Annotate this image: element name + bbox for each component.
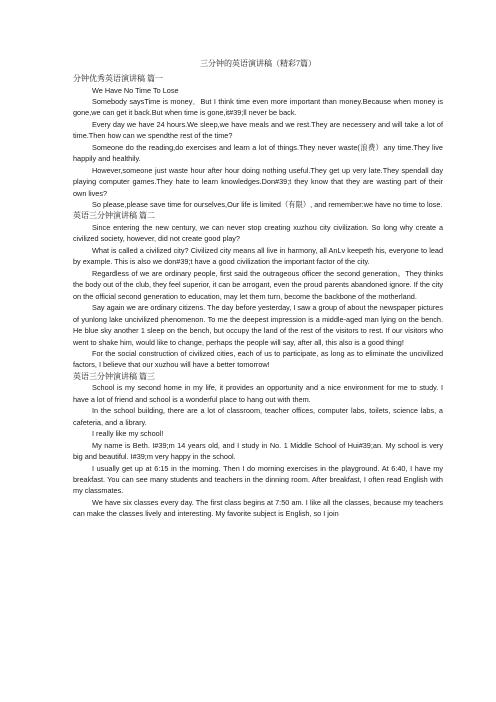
section-heading-1: 分钟优秀英语演讲稿 篇一 <box>73 74 163 83</box>
paragraph: Since entering the new century, we can never stop creating xuzhou city civilization. So long why create a civilized society, however, did not create good play? <box>73 222 443 244</box>
speech-title: We Have No Time To Lose <box>92 85 179 95</box>
paragraph: We have six classes every day. The first class begins at 7:50 am. I like all the classes, because my teachers can make the classes lively and interesting. My favorite subject is English, so I join <box>73 497 443 519</box>
paragraph: My name is Beth. I#39;m 14 years old, and I study in No. 1 Middle School of Hui#39;an. My school is very big and beautiful. I#39;m very happy in the school. <box>73 440 443 462</box>
paragraph: Someone do the reading,do exercises and learn a lot of things.They never waste(浪费）any time.They live happily and healthily. <box>73 142 443 164</box>
paragraph: So please,please save time for ourselves,Our life is limited（有限）, and remember:we have no time to lose. <box>92 200 443 210</box>
document-title: 三分钟的英语演讲稿（精彩7篇） <box>200 59 316 68</box>
paragraph: I usually get up at 6:15 in the morning. Then I do morning exercises in the playground. At 6:40, I have my breakfast. You can see many students and teachers in the dinning room. After breakfast, I often read English with my classmates. <box>73 463 443 496</box>
paragraph: In the school building, there are a lot of classroom, teacher offices, computer labs, toilets, science labs, a cafeteria, and a library. <box>73 406 443 427</box>
document-body <box>73 58 443 520</box>
paragraph: Say again we are ordinary citizens. The day before yesterday, I saw a group of about the newspaper pictures of yunlong lake uncivilized phenomenon. To me the deepest impression is a middle-aged man lying on the bench. He blue sky another 1 sleep on the bench, but occupy the land of the rest of the visitors to rest. If our visitors who went to shake him, would like to change, perhaps the people will say, after all, this also is a good thing! <box>73 303 443 347</box>
paragraph: Every day we have 24 hours.We sleep,we have meals and we rest.They are necessery and will take a lot of time.Then how can we spendthe rest of the time? <box>73 119 443 141</box>
paragraph: For the social construction of civilized cities, each of us to participate, as long as to eliminate the uncivilized factors, I believe that our xuzhou will have a better tomorrow! <box>73 348 443 370</box>
paragraph: School is my second home in my life, it provides an opportunity and a nice environment for me to study. I have a lot of friend and school is a wonderful place to hang out with them. <box>73 383 443 404</box>
section-heading-3: 英语三分钟演讲稿 篇三 <box>73 371 155 381</box>
paragraph: Regardless of we are ordinary people, first said the outrageous officer the second generation。They thinks the body out of the club, they feel superior, it can be arrogant, even the proud parents abandoned ignore. If the city on the official second generation to education, may let them turn, become the backbone of the motherland. <box>73 268 443 301</box>
paragraph: Somebody saysTime is money．But I think time even more important than money.Because when money is gone,we can get it back.But when time is gone,it#39;ll never be back. <box>73 96 443 118</box>
section-heading-2: 英语三分钟演讲稿 篇二 <box>73 211 155 221</box>
paragraph: However,someone just waste hour after hour doing nothing useful.They get up very late.They spendall day playing computer games.They hate to learn knowledges.Don#39;t they know that they are wasting part of their own lives? <box>73 165 443 198</box>
paragraph: What is called a civilized city? Civilized city means all live in harmony, all AnLv keepeth his, everyone to lead by example. This is also we don#39;t have a good civilization the important factor of the city. <box>73 245 443 267</box>
paragraph: I really like my school! <box>92 429 164 439</box>
